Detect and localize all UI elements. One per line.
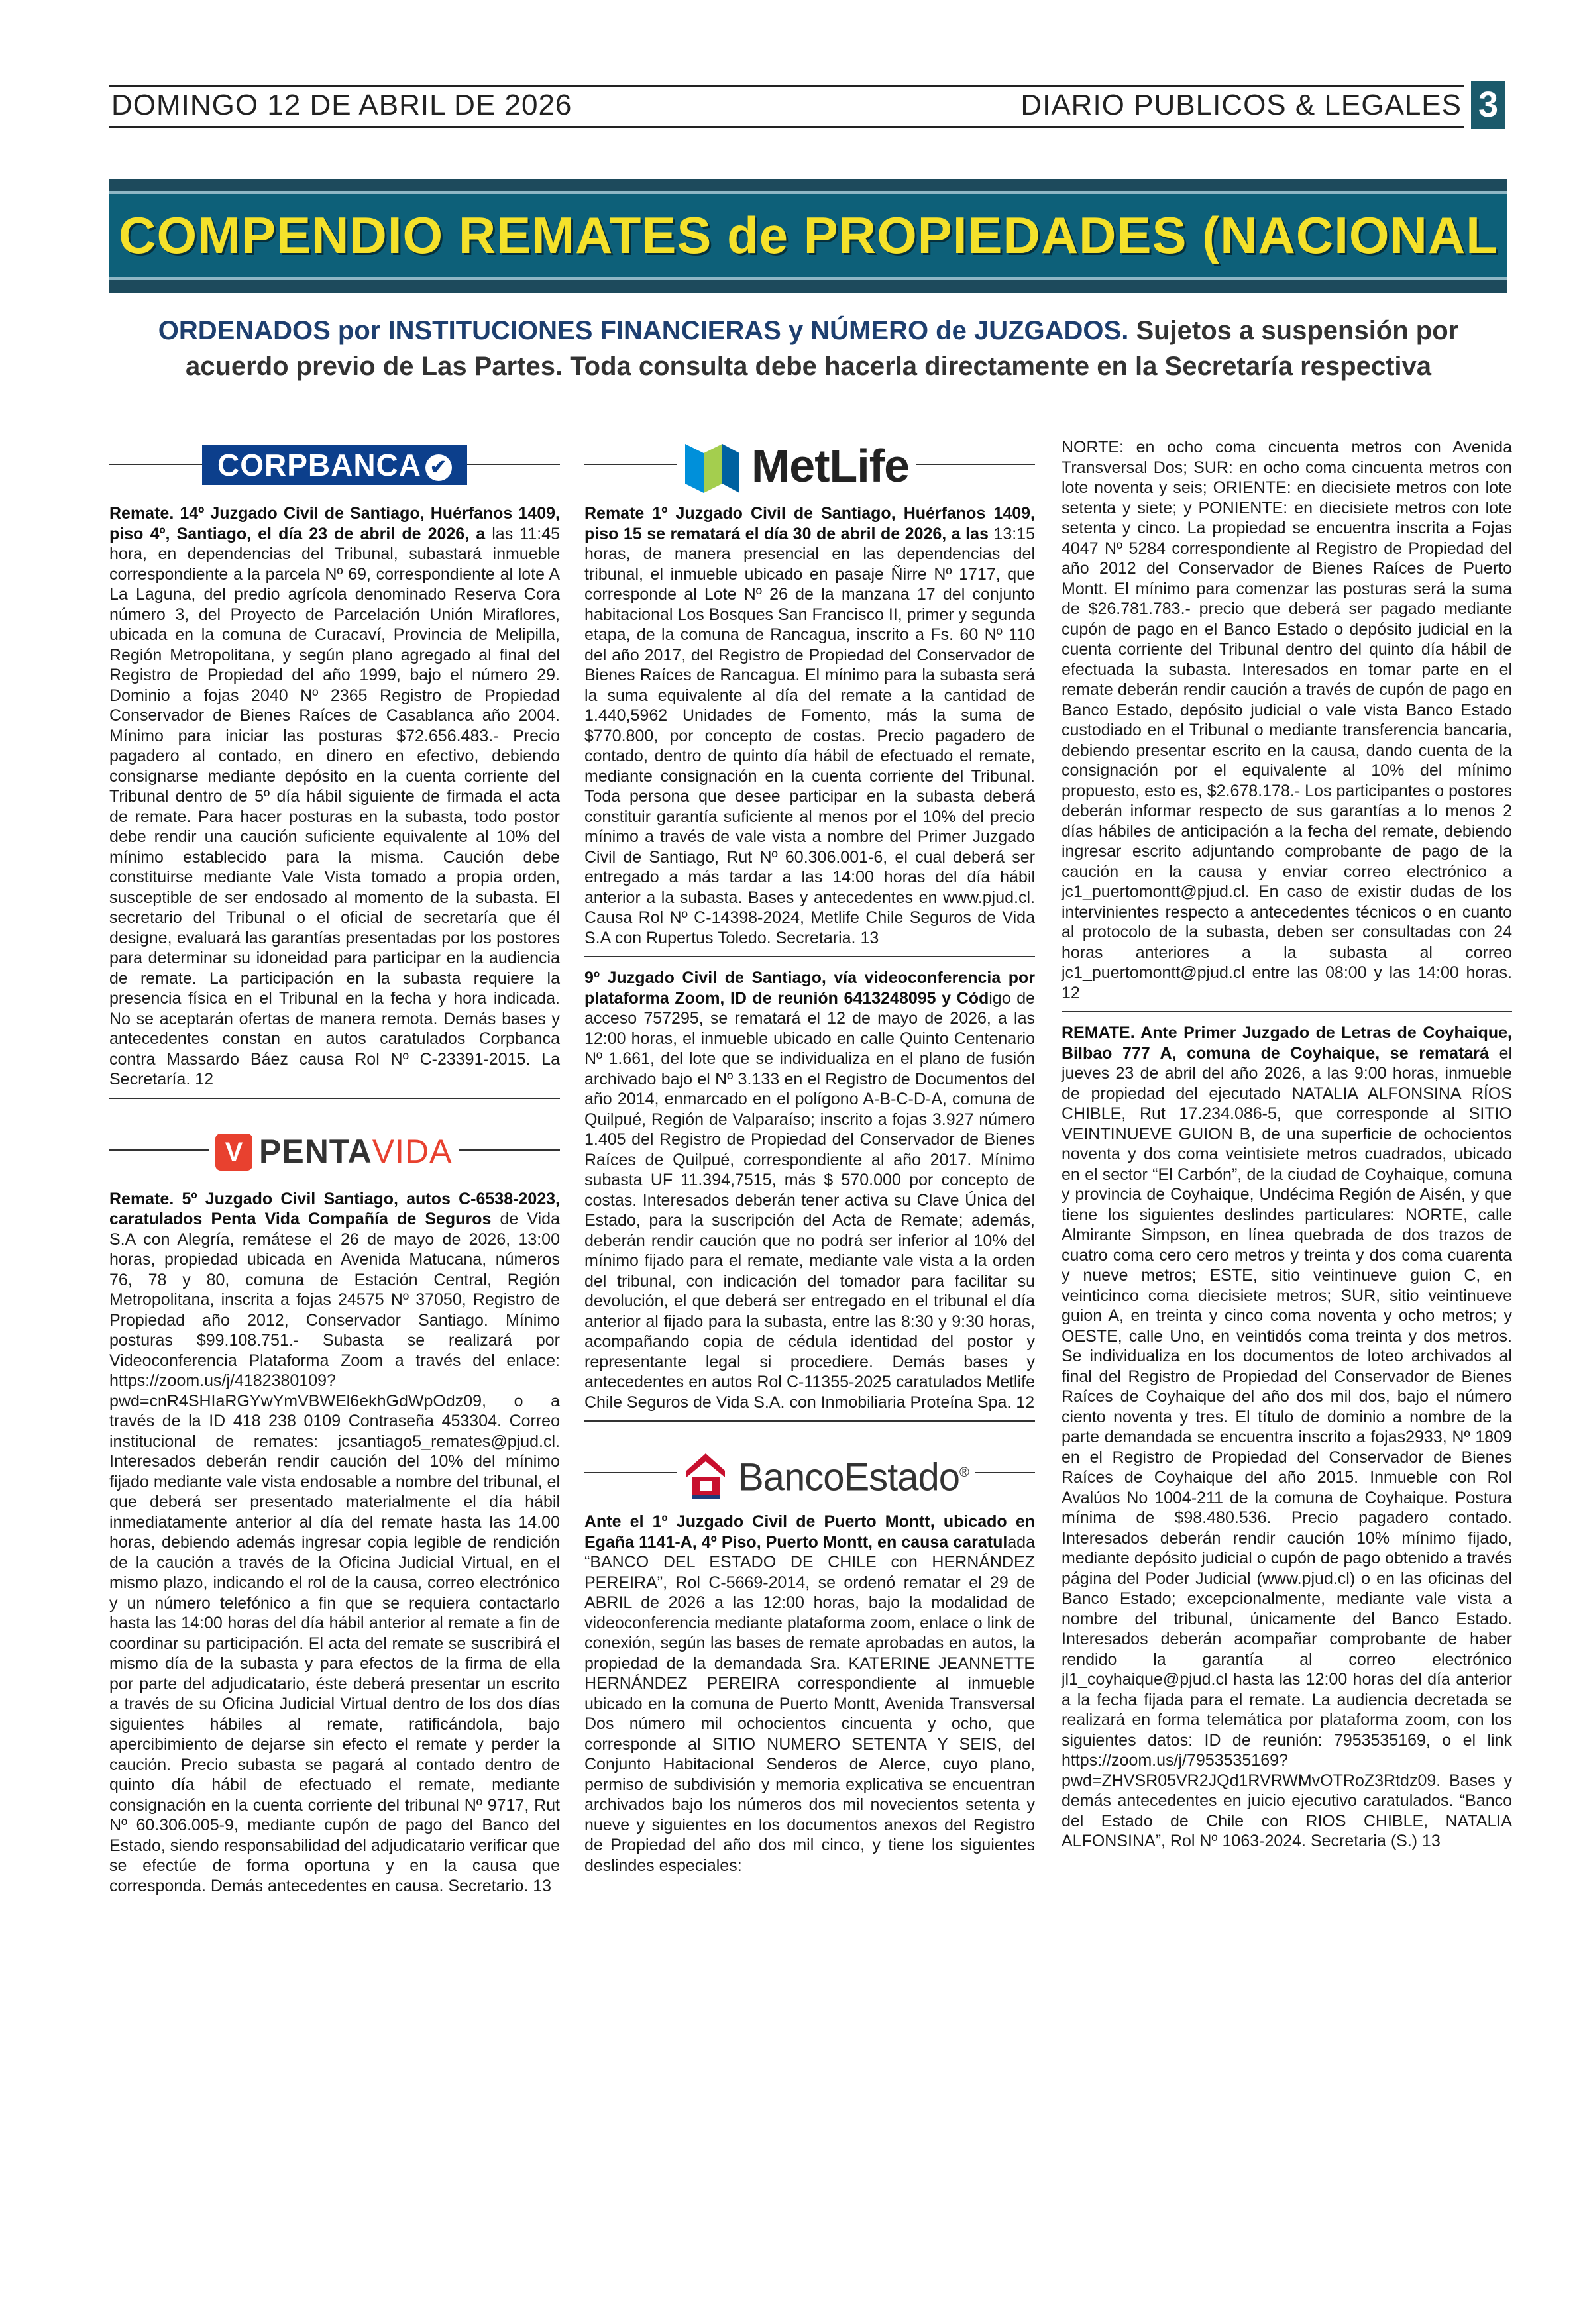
corpbanca-logo [202,445,467,485]
notice-body: 13:15 horas, de manera presencial en las dependencias del tribunal, el inmueble ubicado en pasaje Ñirre Nº 1717, que corresponde al Lote Nº 26 de la manzana 17 del conjunto habitacional Los Bosques San Francisco II, primer y segunda etapa, de la comuna de Rancagua, inscrito a Fs. 60 Nº 110 del año 2017, del Registro de Propiedad del Conservador de Bienes Raíces de Rancagua. El mínimo para la subasta será la suma equivalente al día del remate a la cantidad de 1.440,5962 Unidades de Fomento, más la suma de $770.800, por concepto de costas. Precio pagadero de contado, dentro de quinto día hábil de efectuado el remate, mediante consignación en la cuenta corriente del Tribunal. Toda persona que desee participar en la subasta deberá constituir garantía suficiente al menos por el 10% del precio mínimo a través de vale vista a nombre del Primer Juzgado Civil de Santiago, Rut Nº 60.306.001-6, el cual deberá ser entregado a más tardar a las 14:00 horas del día hábil anterior a la subasta. Bases y antecedentes en www.pjud.cl. Causa Rol Nº C-14398-2024, Metlife Chile Seguros de Vida S.A con Rupertus Toledo. Secretaria. 13 [584,524,1035,947]
notice-pentavida [109,1189,560,1897]
penta-v-icon: V [215,1134,252,1171]
notice-lead: Remate. 14º Juzgado Civil de Santiago, Huérfanos 1409, piso 4º, Santiago, el día 23 de abril de 2026, a [109,504,560,543]
bancoestado-logo-row [584,1432,1035,1512]
bancoestado-house-icon [684,1451,728,1500]
column-left [109,424,560,1903]
notice-separator [1062,1011,1512,1012]
notice-lead: Remate. 5º Juzgado Civil Santiago, autos C-6538-2023, caratulados Penta Vida Compañía de Seguros [109,1189,560,1228]
notice-bancoestado-1-continued: NORTE: en ocho coma cincuenta metros con Avenida Transversal Dos; SUR: en ocho coma cincuenta metros con lote noventa y seis; ORIENTE: en diecisiete metros con lote setenta y siete; y PONIENTE: en diecisiete metros con lote setenta y cinco. La propiedad se encuentra inscrita a Fojas 4047 Nº 5284 correspondiente al Registro de Propiedad del año 2012 del Conservador de Bienes Raíces de Puerto Montt. El mínimo para comenzar las posturas será la suma de $26.781.783.- precio que deberá ser pagado mediante cupón de pago en el Banco Estado o depósito judicial en la cuenta corriente del Tribunal dentro del quinto día hábil de efectuada la subasta. Interesados en tomar parte en el remate deberán rendir caución a través de cupón de pago en Banco Estado, depósito judicial o vale vista Banco Estado custodiado en el Tribunal o mediante transferencia bancaria, debiendo presentar escrito en la causa, dando cuenta de la consignación por el equivalente al 10% del mínimo propuesto, esto es, $2.678.178.- Los participantes o postores deberán informar respecto de sus garantías a lo menos 2 días hábiles de anticipación a la fecha del remate, debiendo ingresar escrito adjuntando comprobante de pago de la caución en la causa y enviar correo electrónico a jc1_puertomontt@pjud.cl. En caso de existir dudas de los intervinientes respecto a antecedentes técnicos o en cuanto al protocolo de la subasta, deben ser consultadas con 24 horas anteriores a la subasta al correo jc1_puertomontt@pjud.cl entre las 08:00 y las 14:00 horas. 12 [1062,438,1512,1002]
checkmark-icon: ✔ [425,454,452,481]
notice-metlife-1 [584,503,1035,948]
bancoestado-name: BancoEstado [738,1455,960,1499]
pentavida-logo-row [109,1110,560,1189]
metlife-mark-icon [684,437,741,494]
column-middle [584,424,1035,1882]
corpbanca-logo-text: CORPBANCA [217,448,421,482]
notice-separator [109,1098,560,1099]
notice-body: las 11:45 hora, en dependencias del Tribunal, subastará inmueble correspondiente a la parcela Nº 69, correspondiente al lote A La Laguna, del predio agrícola denominado Reserva Cora número 3, del Proyecto de Parcelación Unión Miraflores, ubicada en la comuna de Curacaví, Provincia de Melipilla, Región Metropolitana, y según plano agregado al final del Registro de Propiedad del año 1999, bajo el número 29. Dominio a fojas 2040 Nº 2365 Registro de Propiedad Conservador de Bienes Raíces de Casablanca año 2004. Mínimo para iniciar las posturas $72.656.483.- Precio pagadero al contado, en dinero en efectivo, debiendo consignarse mediante depósito en la cuenta corriente del Tribunal dentro de 5º día hábil siguiente de firmada el acta de remate. Para hacer posturas en la subasta, todo postor debe rendir una caución suficiente equivalente al 10% del mínimo establecido para la misma. Caución debe constituirse mediante Vale Vista tomado a propia orden, susceptible de ser endosado al momento de la subasta. El secretario del Tribunal o el oficial de secretaría que él designe, evaluará las garantías presentadas por los postores para determinar su idoneidad para participar en la audiencia de remate. La participación en la subasta requiere la presencia física en el Tribunal en la fecha y hora indicada. No se aceptarán ofertas de manera remota. Demás bases y antecedentes constan en autos caratulados Corpbanca contra Massardo Báez causa Rol Nº C-23391-2015. La Secretaría. 12 [109,524,560,1088]
notice-metlife-2 [584,968,1035,1412]
metlife-logo [677,436,916,496]
notice-lead: 9º Juzgado Civil de Santiago, vía videoconferencia por plataforma Zoom, ID de reunión 6413248095 y Cód [584,969,1035,1008]
newspaper-name: DIARIO PUBLICOS & LEGALES [1020,89,1462,121]
notice-body: ada “BANCO DEL ESTADO DE CHILE con HERNÁNDEZ PEREIRA”, Rol C-5669-2014, se ordenó rematar el 29 de ABRIL de 2026 a las 12:00 horas, bajo la modalidad de videoconferencia mediante plataforma zoom, enlace o link de conexión, según las bases de remate aprobadas en autos, la propiedad de la demandada Sra. KATERINE JEANNETTE HERNÁNDEZ PEREIRA correspondiente al inmueble ubicado en la comuna de Puerto Montt, Avenida Transversal Dos número mil ochocientos cincuenta y ocho, que corresponde al SITIO NUMERO SETENTA Y SEIS, del Conjunto Habitacional Senderos de Alerce, cuyo plano, permiso de subdivisión y memoria explicativa se encuentran archivados bajo los números dos mil novecientos setenta y nueve y siguientes en los documentos anexos del Registro de Propiedad del año dos mil cinco, y tiene los siguientes deslindes especiales: [584,1532,1035,1875]
subtitle-rest: Sujetos a suspensión por acuerdo previo de Las Partes. Toda consulta debe hacerla directamente en la Secretaría respectiva [185,316,1459,381]
notice-separator [584,1420,1035,1422]
section-subtitle [109,313,1507,384]
header-top-rule [109,85,1464,87]
vida-word: VIDA [372,1133,453,1171]
notice-body: igo de acceso 757295, se rematará el 12 de mayo de 2026, a las 12:00 horas, el inmueble ubicado en calle Quinto Centenario Nº 1.661, del lote que se individualiza en el plano de fusión archivado bajo el Nº 3.133 en el Registro de Documentos del año 2014, enmarcado en el polígono A-B-C-D-A, comuna de Quilpué, Región de Valparaíso; inscrito a fojas 3.927 número 1.405 del Registro de Propiedad del Conservador de Bienes Raíces de Quilpué, correspondiente al año 2017. Mínimo subasta UF 11.394,7515, más $ 570.000 por concepto de costas. Interesados deberán tener activa su Clave Única del Estado, para la suscripción del Acta de Remate; además, deberán rendir caución que no podrá ser inferior al 10% del mínimo fijado para el remate, mediante vale vista a la orden del tribunal, con indicación del tomador para facilitar su devolución, el que deberá ser entregado en el tribunal el día anterior al fijado para la subasta, entre las 8:30 y 9:30 horas, acompañando copia de cédula identidad del postor y representante legal si procediere. Demás bases y antecedentes en autos Rol C-11355-2025 caratulados Metlife Chile Seguros de Vida S.A. con Inmobiliaria Proteína Spa. 12 [584,988,1035,1412]
pentavida-logo-text [259,1133,453,1171]
bancoestado-logo [677,1451,975,1500]
notice-lead: Ante el 1º Juzgado Civil de Puerto Montt, ubicado en Egaña 1141-A, 4º Piso, Puerto Montt, en causa caratul [584,1512,1035,1552]
penta-word: PENTA [259,1133,372,1171]
metlife-logo-row [584,424,1035,503]
subtitle-emphasis: ORDENADOS por INSTITUCIONES FINANCIERAS y NÚMERO de JUZGADOS. [158,316,1129,345]
notice-body: de Vida S.A con Alegría, remátese el 26 de mayo de 2026, 13:00 horas, propiedad ubicada en Avenida Matucana, números 76, 78 y 80, comuna de Estación Central, Región Metropolitana, inscrita a fojas 24575 Nº 37050, Registro de Propiedad año 2012, Conservador Santiago. Mínimo posturas $99.108.751.- Subasta se realizará por Videoconferencia Plataforma Zoom a través del enlace: https://zoom.us/j/4182380109?pwd=cnR4SHIaRGYwYmVBWEl6ekhGdWpOdz09, o a través de la ID 418 238 0109 Contraseña 453304. Correo institucional de remates: jcsantiago5_remates@pjud.cl. Interesados deberán rendir caución del 10% del mínimo fijado mediante vale vista endosable a nombre del tribunal, el que deberá ser presentado materialmente el día hábil inmediatamente anterior al día del remate hasta las 14.00 horas, debiendo además ingresar copia legible de rendición de la caución a través de la Oficina Judicial Virtual, en el mismo plazo, indicando el rol de la causa, correo electrónico y un número telefónico a fin que se requiera contactarlo hasta las 14:00 horas del día hábil anterior al remate a fin de coordinar su participación. El acta del remate se suscribirá el mismo día de la subasta y para efectos de la firma de ella por parte del adjudicatario, éste deberá presentar un escrito a través de su Oficina Judicial Virtual dentro de los dos días siguientes hábiles al remate, ratificándola, bajo apercibimiento de dejarse sin efecto el remate y perder la caución. Precio subasta se pagará al contado dentro de quinto día hábil de efectuado el remate, mediante consignación en la cuenta corriente del tribunal Nº 9717, Rut Nº 60.306.005-9, mediante cupón de pago del Banco del Estado, siendo responsabilidad del adjudicatario verificar que se efectúe de forma oportuna y en la causa que corresponda. Demás antecedentes en causa. Secretario. 13 [109,1210,560,1895]
registered-mark: ® [959,1465,969,1481]
notice-bancoestado-2 [1062,1023,1512,1852]
column-right [1062,437,1512,1858]
issue-date: DOMINGO 12 DE ABRIL DE 2026 [111,89,572,121]
bancoestado-logo-text [738,1455,969,1499]
metlife-logo-text: MetLife [751,439,909,492]
notice-lead: REMATE. Ante Primer Juzgado de Letras de Coyhaique, Bilbao 777 A, comuna de Coyhaique, se rematará [1062,1024,1512,1063]
notice-separator [584,956,1035,957]
notice-body: el jueves 23 de abril del año 2026, a las 9:00 horas, inmueble de propiedad del ejecutado NATALIA ALFONSINA RÍOS CHIBLE, Rut 17.234.086-5, que corresponde al SITIO VEINTINUEVE GUION B, de una superficie de ochocientos noventa y dos coma veintisiete metros cuadrados, ubicado en el sector “El Carbón”, de la ciudad de Coyhaique, comuna y provincia de Coyhaique, Undécima Región de Aisén, y que tiene los siguientes deslindes particulares: NORTE, calle Almirante Simpson, en línea quebrada de dos trazos de cuatro coma cero cero metros y treinta y dos coma cuarenta y nueve metros; ESTE, sitio veintinueve guion C, en veinticinco coma diecisiete metros; SUR, sitio veintinueve guion A, en treinta y cinco coma noventa y ocho metros; y OESTE, calle Uno, en veintidós coma treinta y dos metros. Se individualiza en los documentos de loteo archivados al final del Registro de Propiedad del Conservador de Bienes Raíces de Coyhaique del año dos mil dos, bajo el número ciento noventa y tres. El título de dominio a nombre de la parte demandada se encuentra inscrito a fojas2933, Nº 1809 en el Registro de Propiedad del Conservador de Bienes Raíces de Coyhaique del año 2015. Inmueble con Rol Avalúos No 1004-211 de la comuna de Coyhaique. Postura mínima de $98.480.536. Precio pagadero contado. Interesados deberán rendir caución 10% mínimo fijado, mediante depósito judicial o cupón de pago obtenido a través página del Poder Judicial (www.pjud.cl) o en las oficinas del Banco Estado; excepcionalmente, mediante vale vista a nombre del tribunal, únicamente del Banco Estado. Interesados deberán acompañar comprobante de haber rendido la garantía al correo electrónico jl1_coyhaique@pjud.cl hasta las 12:00 horas del día anterior a la fecha fijada para el remate. La audiencia decretada se realizará en forma telemática por plataforma zoom, con los siguientes datos: ID de reunión: 7953535169, o el link https://zoom.us/j/7953535169?pwd=ZHVSR05VR2JQd1RVRWMvOTRoZ3Rtdz09. Bases y demás antecedentes en juicio ejecutivo caratulados. “Banco del Estado de Chile con RIOS CHIBLE, NATALIA ALFONSINA”, Rol Nº 1063-2024. Secretaria (S.) 13 [1062,1043,1513,1850]
corpbanca-logo-row [109,424,560,503]
page-number: 3 [1471,81,1505,129]
header-bottom-rule [109,126,1464,128]
notice-corpbanca [109,503,560,1090]
notice-lead: Remate 1º Juzgado Civil de Santiago, Huérfanos 1409, piso 15 se rematará el día 30 de abril de 2026, a las [584,504,1035,543]
notice-bancoestado-1 [584,1512,1035,1875]
pentavida-logo [209,1132,459,1172]
banner-title: COMPENDIO REMATES de PROPIEDADES (NACIONAL [119,206,1498,264]
